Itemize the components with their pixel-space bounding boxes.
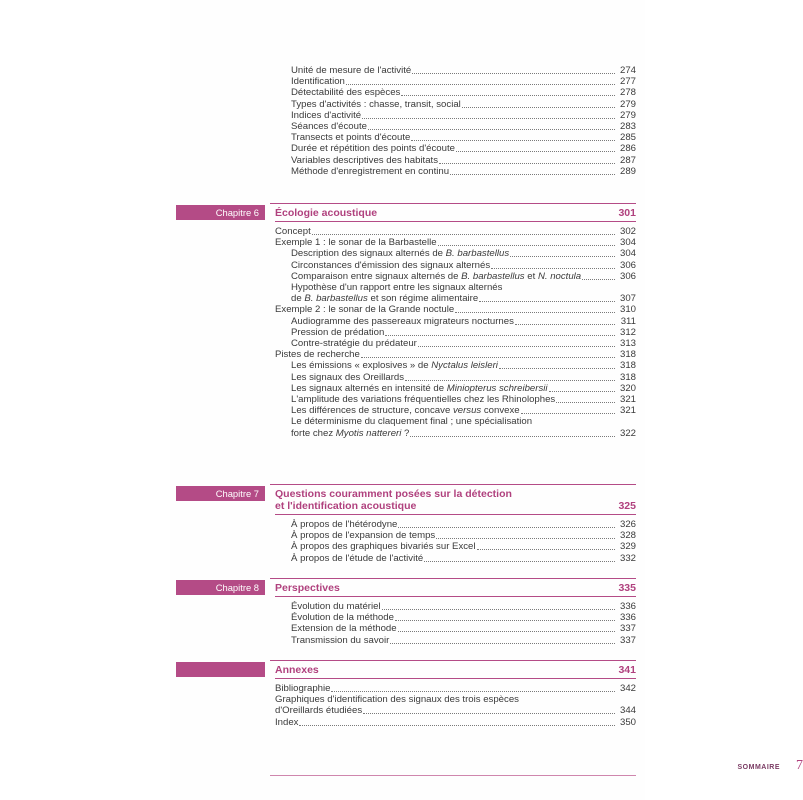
toc-entry-text: Les signaux alternés en intensité de Miniopterus schreibersii: [291, 382, 548, 394]
toc-page-number: 287: [619, 154, 636, 166]
toc-entry[interactable]: [291, 338, 636, 349]
toc-page-number: 283: [619, 121, 636, 132]
dot-leader: [398, 527, 615, 528]
toc-entry-text: Transmission du savoir: [291, 634, 390, 646]
toc-entry-text: Unité de mesure de l'activité: [291, 65, 412, 76]
toc-page-number: 274: [619, 65, 636, 76]
toc-entry[interactable]: [291, 121, 636, 132]
dot-leader: [491, 268, 615, 269]
toc-page-number: 332: [619, 552, 636, 564]
dot-leader: [398, 631, 615, 632]
dot-leader: [436, 538, 615, 539]
toc-page-number: 321: [619, 394, 636, 405]
toc-page-number: 302: [619, 226, 636, 237]
toc-page: [170, 0, 803, 800]
toc-entry-text: Exemple 2 : le sonar de la Grande noctule: [275, 304, 455, 316]
toc-page-number: 310: [619, 304, 636, 316]
toc-entry-text: Types d'activités : chasse, transit, social: [291, 98, 461, 110]
toc-entry-text: d'Oreillards étudiées: [275, 705, 363, 717]
toc-entry-text: Transects et points d'écoute: [291, 132, 411, 144]
dot-leader: [462, 107, 615, 108]
toc-entry[interactable]: [291, 76, 636, 87]
dot-leader: [521, 413, 615, 414]
toc-entry-text: À propos de l'étude de l'activité: [291, 552, 424, 564]
toc-entry-text: Détectabilité des espèces: [291, 87, 401, 99]
chapter-underline: [275, 514, 636, 515]
toc-entry[interactable]: [291, 519, 636, 530]
toc-entry[interactable]: [291, 541, 636, 552]
toc-entry[interactable]: [291, 260, 636, 271]
toc-page-number: 326: [619, 519, 636, 530]
toc-entry[interactable]: [275, 683, 636, 694]
dot-leader: [439, 163, 615, 164]
toc-entry-text: Les signaux des Oreillards: [291, 371, 405, 383]
dot-leader: [401, 95, 615, 96]
dot-leader: [510, 256, 615, 257]
toc-entry[interactable]: [291, 612, 636, 623]
dot-leader: [418, 346, 615, 347]
toc-entry-text: forte chez Myotis nattereri ?: [291, 427, 410, 439]
toc-page-number: 279: [619, 109, 636, 121]
toc-entry-text: Graphiques d'identification des signaux des trois espèces: [275, 694, 519, 706]
toc-page-number: 320: [619, 382, 636, 394]
dot-leader: [410, 436, 615, 437]
chapter-tab: Chapitre 7: [176, 486, 265, 501]
toc-entry[interactable]: [291, 132, 636, 143]
toc-entry[interactable]: [291, 623, 636, 634]
toc-entry[interactable]: [291, 394, 636, 405]
footer-rule: [270, 775, 636, 776]
toc-entry-text: Les différences de structure, concave versus convexe: [291, 405, 520, 417]
toc-entry-text: Exemple 1 : le sonar de la Barbastelle: [275, 237, 437, 249]
toc-page-number: 306: [619, 259, 636, 271]
toc-entry-text: À propos des graphiques bivariés sur Excel: [291, 541, 476, 553]
toc-page-number: 321: [619, 405, 636, 417]
toc-entry[interactable]: [291, 143, 636, 154]
dot-leader: [411, 140, 615, 141]
toc-entry-text: Évolution de la méthode: [291, 612, 394, 624]
dot-leader: [331, 691, 615, 692]
toc-entry-text: Concept: [275, 226, 311, 237]
toc-entry[interactable]: [291, 372, 636, 383]
dot-leader: [450, 174, 615, 175]
toc-entry[interactable]: [291, 155, 636, 166]
dot-leader: [395, 620, 615, 621]
toc-entry-text: Identification: [291, 76, 345, 88]
toc-entry-text: Variables descriptives des habitats: [291, 154, 439, 166]
toc-page-number: 342: [619, 683, 636, 694]
dot-leader: [438, 245, 615, 246]
chapter-underline: [275, 678, 636, 679]
toc-page-number: 318: [619, 360, 636, 372]
toc-page-number: 304: [619, 237, 636, 249]
dot-leader: [549, 391, 615, 392]
chapter-top-rule: [270, 203, 636, 204]
toc-page-number: 277: [619, 76, 636, 88]
toc-entry[interactable]: [291, 327, 636, 338]
toc-entry-text: Audiogramme des passereaux migrateurs nocturnes: [291, 315, 514, 327]
chapter-title[interactable]: Perspectives: [275, 582, 340, 594]
toc-page-number: 336: [619, 612, 636, 624]
footer-label: SOMMAIRE: [737, 764, 780, 771]
chapter-underline: [275, 596, 636, 597]
toc-entry-text: Méthode d'enregistrement en continu: [291, 165, 450, 177]
toc-entry[interactable]: [275, 717, 636, 728]
toc-entry[interactable]: [291, 530, 636, 541]
chapter-page-number: 301: [618, 207, 636, 219]
toc-entry[interactable]: [291, 282, 502, 293]
dot-leader: [556, 402, 615, 403]
page-number: 7: [796, 758, 803, 773]
toc-entry-text: Les émissions « explosives » de Nyctalus leisleri: [291, 360, 498, 372]
toc-entry-text: Pistes de recherche: [275, 349, 360, 361]
dot-leader: [515, 324, 615, 325]
toc-entry-text: Le déterminisme du claquement final ; une spécialisation: [291, 416, 533, 428]
toc-entry-text: Description des signaux alternés de B. barbastellus: [291, 248, 510, 260]
toc-entry[interactable]: [291, 110, 636, 121]
toc-entry[interactable]: [291, 416, 532, 427]
toc-page-number: 329: [619, 541, 636, 553]
chapter-underline: [275, 221, 636, 222]
chapter-top-rule: [270, 660, 636, 661]
dot-leader: [479, 301, 615, 302]
toc-page-number: 306: [619, 270, 636, 282]
toc-entry[interactable]: [291, 360, 636, 371]
toc-entry[interactable]: [275, 349, 636, 360]
dot-leader: [456, 151, 615, 152]
toc-entry-text: Pression de prédation: [291, 326, 385, 338]
toc-entry-text: Contre-stratégie du prédateur: [291, 338, 417, 349]
toc-entry[interactable]: [275, 705, 636, 716]
toc-entry-text: L'amplitude des variations fréquentielles chez les Rhinolophes: [291, 394, 556, 405]
toc-page-number: 337: [619, 623, 636, 635]
toc-entry[interactable]: [291, 316, 636, 327]
toc-entry[interactable]: [291, 65, 636, 76]
toc-page-number: 318: [619, 349, 636, 361]
dot-leader: [299, 725, 615, 726]
toc-entry-text: Indices d'activité: [291, 109, 362, 121]
toc-entry[interactable]: [291, 405, 636, 416]
toc-page-number: 322: [619, 427, 636, 439]
chapter-page-number: 335: [618, 582, 636, 594]
toc-entry[interactable]: [275, 694, 519, 705]
toc-entry-text: Circonstances d'émission des signaux alternés: [291, 259, 491, 271]
dot-leader: [312, 234, 615, 235]
toc-page-number: 311: [620, 315, 636, 327]
toc-entry[interactable]: [291, 293, 636, 304]
chapter-tab: [176, 662, 265, 677]
toc-entry[interactable]: [291, 635, 636, 646]
dot-leader: [499, 368, 615, 369]
toc-entry[interactable]: [275, 226, 636, 237]
toc-entry[interactable]: [291, 99, 636, 110]
toc-entry-text: Index: [275, 716, 299, 728]
dot-leader: [368, 129, 615, 130]
toc-entry-text: À propos de l'hétérodyne: [291, 519, 398, 530]
toc-entry[interactable]: [291, 248, 636, 259]
toc-page-number: 278: [619, 87, 636, 99]
toc-entry[interactable]: [291, 166, 636, 177]
chapter-top-rule: [270, 578, 636, 579]
chapter-page-number: 341: [618, 664, 636, 676]
dot-leader: [361, 357, 615, 358]
dot-leader: [346, 84, 615, 85]
chapter-title[interactable]: Annexes: [275, 664, 319, 676]
toc-entry-text: Hypothèse d'un rapport entre les signaux alternés: [291, 282, 503, 293]
dot-leader: [390, 643, 615, 644]
toc-entry[interactable]: [291, 601, 636, 612]
toc-page-number: 312: [619, 326, 636, 338]
dot-leader: [412, 73, 615, 74]
toc-entry-text: de B. barbastellus et son régime alimentaire: [291, 293, 479, 305]
toc-entry-text: Bibliographie: [275, 683, 331, 694]
toc-page-number: 318: [619, 371, 636, 383]
toc-entry-text: À propos de l'expansion de temps: [291, 530, 436, 542]
dot-leader: [424, 561, 615, 562]
toc-page-number: 337: [619, 634, 636, 646]
toc-entry-text: Extension de la méthode: [291, 623, 397, 635]
dot-leader: [455, 312, 615, 313]
chapter-page-number: 325: [618, 500, 636, 512]
chapter-title[interactable]: Questions couramment posées sur la détection: [275, 488, 512, 500]
chapter-title[interactable]: Écologie acoustique: [275, 207, 378, 219]
toc-entry[interactable]: [291, 553, 636, 564]
toc-page-number: 307: [619, 293, 636, 305]
dot-leader: [582, 279, 615, 280]
toc-page-number: 336: [619, 601, 636, 612]
toc-entry-text: Comparaison entre signaux alternés de B. barbastellus et N. noctula: [291, 270, 582, 282]
chapter-tab: Chapitre 8: [176, 580, 265, 595]
toc-entry-text: Séances d'écoute: [291, 121, 367, 132]
dot-leader: [405, 380, 615, 381]
toc-page-number: 350: [619, 716, 636, 728]
toc-page-number: 344: [619, 705, 636, 717]
toc-entry[interactable]: [291, 87, 636, 98]
dot-leader: [363, 713, 615, 714]
chapter-title-line2[interactable]: et l'identification acoustique: [275, 500, 417, 512]
toc-entry[interactable]: [291, 383, 636, 394]
toc-entry[interactable]: [291, 271, 636, 282]
toc-page-number: 313: [619, 338, 636, 349]
chapter-top-rule: [270, 484, 636, 485]
toc-page-number: 279: [619, 98, 636, 110]
toc-page-number: 285: [619, 132, 636, 144]
toc-entry-text: Durée et répétition des points d'écoute: [291, 143, 455, 155]
toc-entry[interactable]: [275, 304, 636, 315]
toc-page-number: 304: [619, 248, 636, 260]
dot-leader: [477, 549, 615, 550]
toc-entry[interactable]: [291, 428, 636, 439]
toc-page-number: 289: [619, 165, 636, 177]
toc-entry[interactable]: [275, 237, 636, 248]
toc-page-number: 328: [619, 530, 636, 542]
toc-page-number: 286: [619, 143, 636, 155]
dot-leader: [382, 609, 615, 610]
dot-leader: [362, 118, 615, 119]
dot-leader: [385, 335, 615, 336]
toc-entry-text: Évolution du matériel: [291, 601, 381, 612]
chapter-tab: Chapitre 6: [176, 205, 265, 220]
